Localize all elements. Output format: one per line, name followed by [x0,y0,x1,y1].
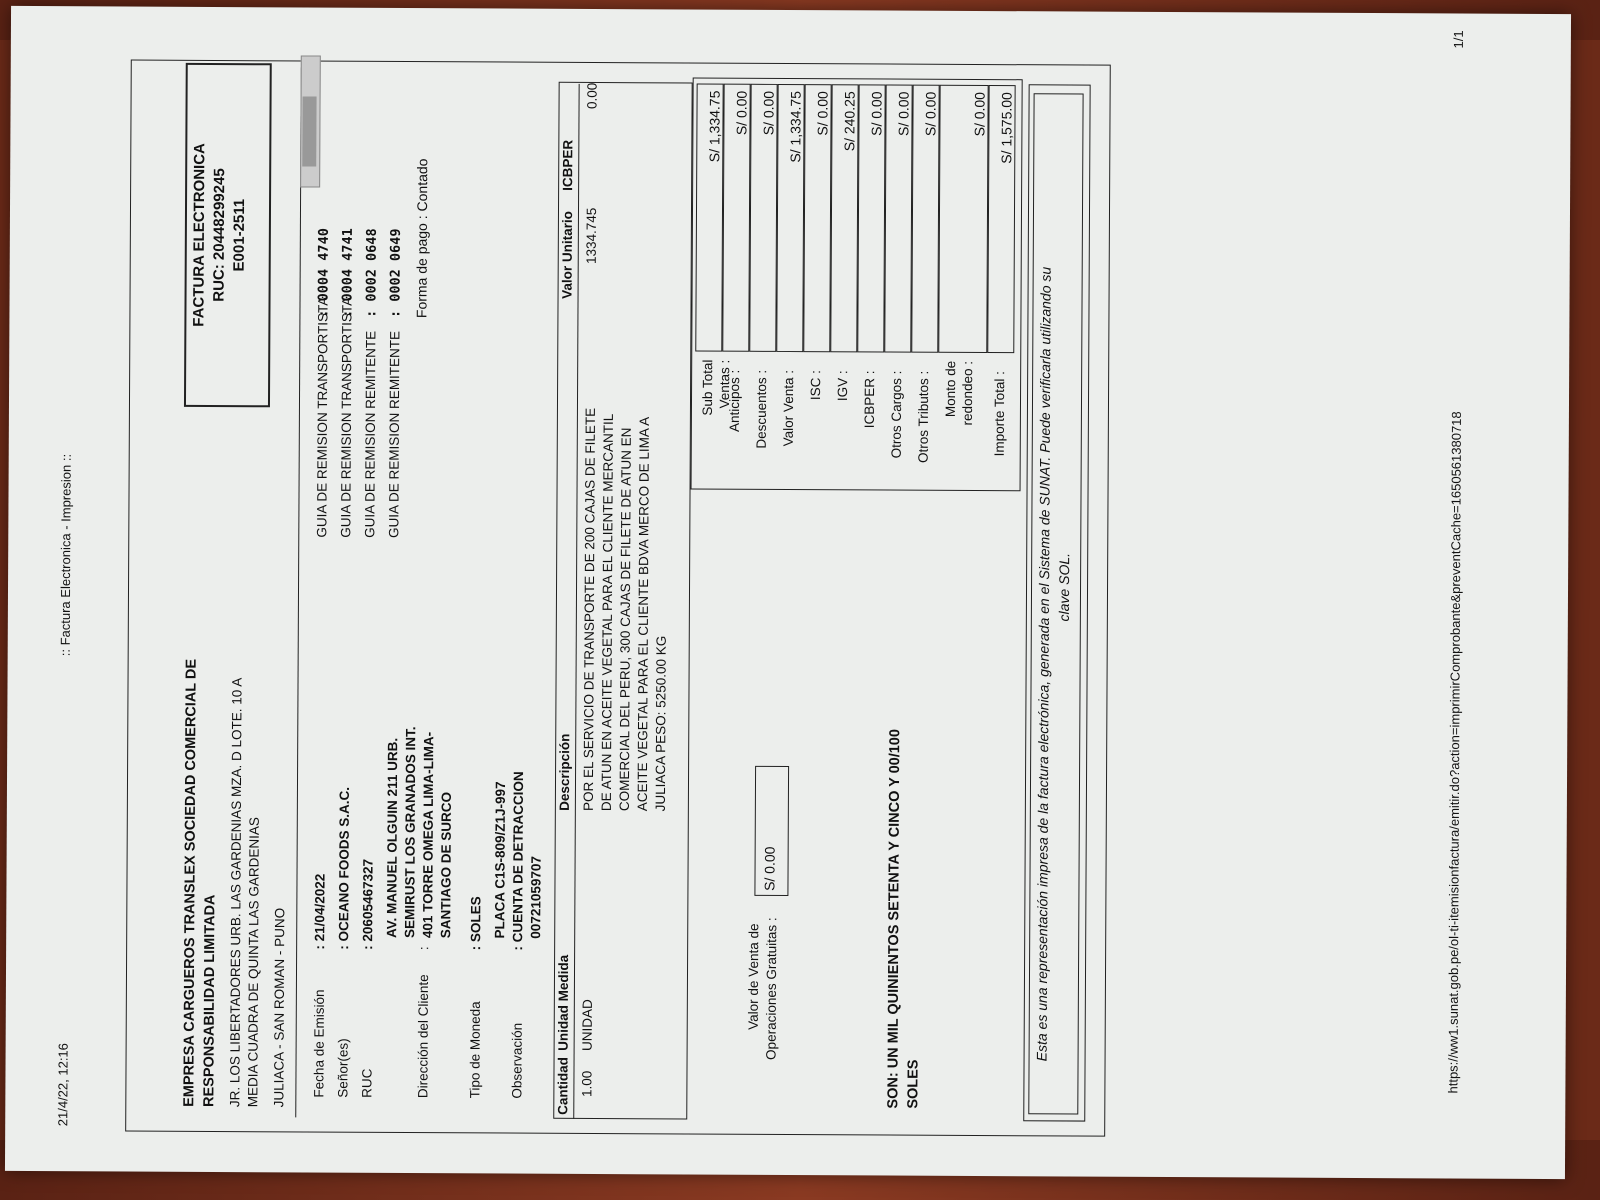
total-label-1: Sub Total Ventas : [699,359,733,416]
issuer-address-line1: JR. LOS LIBERTADORES URB. LAS GARDENIAS MZA. D LOTE. 10 A [227,677,245,1108]
item-valor-unitario: 1334.745 [583,207,600,265]
moneda-value: : SOLES [468,896,484,951]
observacion-line3: 00721059707 [528,856,544,939]
item-desc-line3: COMERCIAL DEL PERU, 300 CAJAS DE FILETE DE ATUN EN [616,427,634,812]
item-icbper: 0.00 [584,82,600,110]
print-window-title: :: Factura Electronica - Impresion :: [57,453,74,657]
footer-line2: clave SOL. [1055,552,1073,622]
col-descripcion: Descripción [556,733,573,811]
direccion-line1: AV. MANUEL OLGUIN 211 URB. [384,737,401,938]
total-label-7: ICBPER : [861,370,878,429]
son-line1: SON: UN MIL QUINIENTOS SETENTA Y CINCO Y 00/100 [885,729,904,1109]
total-value-7: S/ 0.00 [857,84,885,352]
guia-3-label: GUIA DE REMISION REMITENTE [362,330,379,538]
gratuitas-value: S/ 0.00 [754,766,789,896]
guia-1-value: : 0004 4740 [315,228,332,318]
fecha-value: : 21/04/2022 [312,873,328,950]
fecha-label: Fecha de Emisión [311,989,327,1098]
printed-paper [5,6,1571,1179]
total-value-2: S/ 0.00 [722,84,750,352]
total-value-5: S/ 0.00 [803,84,831,352]
guia-3-value: : 0002 0648 [363,228,380,318]
total-value-8: S/ 0.00 [884,85,912,353]
issuer-address-line2: MEDIA CUADRA DE QUINTA LAS GARDENIAS [245,817,262,1108]
son-line2: SOLES [905,1059,922,1109]
gratuitas-label-line1: Valor de Venta de [745,923,762,1030]
guia-2-label: GUIA DE REMISION TRANSPORTISTA [338,296,355,538]
item-desc-line5: JULIACA PESO: 5250.00 KG [652,635,669,812]
observacion-line2: : CUENTA DE DETRACCION [510,771,527,951]
invoice-page [5,6,1571,1184]
guia-2-value: : 0004 4741 [339,228,356,318]
senor-value: : OCEANO FOODS S.A.C. [336,786,352,950]
total-label-4: Valor Venta : [780,369,797,447]
item-unidad: UNIDAD [579,999,595,1051]
gratuitas-label-line2: Operaciones Gratuitas : [763,917,780,1060]
invoice-ruc: RUC: 20448299245 [210,168,229,302]
observacion-label: Observación [509,1022,525,1099]
col-valor-unitario: Valor Unitario [559,211,575,299]
ruc-label: RUC [359,1068,375,1098]
guia-4-label: GUIA DE REMISION REMITENTE [386,330,403,538]
total-value-10: S/ 0.00 [938,85,988,353]
total-value-3: S/ 0.00 [749,84,777,352]
print-url[interactable]: https://ww1.sunat.gob.pe/ol-ti-itemisionfactura/emitir.do?action=imprimirComprobante&preventCache=1650561380718 [1445,411,1464,1094]
total-label-10: Monto de redondeo : [942,360,976,426]
item-cantidad: 1.00 [579,1070,595,1097]
invoice-id-box [184,63,272,407]
total-label-8: Otros Cargos : [888,370,905,459]
total-value-4: S/ 1,334.75 [776,84,804,352]
total-value-1: S/ 1,334.75 [695,84,723,352]
col-icbper: ICBPER [560,139,576,191]
print-datetime: 21/4/22, 12:16 [55,1043,71,1127]
item-desc-line4: ACEITE VEGETAL PARA EL CLIENTE BDVA MERCO DE LIMA A [634,416,652,812]
direccion-line2: SEMIRUST LOS GRANADOS INT. [402,726,419,939]
direccion-colon: : [416,946,432,951]
direccion-label: Dirección del Cliente [415,974,431,1099]
invoice-type: FACTURA ELECTRONICA [190,143,209,327]
footer-line1: Esta es una representación impresa de la factura electrónica, generada en el Sistema de SUNAT. Puede verificarla utilizando su [1033,266,1054,1062]
print-page-count: 1/1 [1450,30,1466,49]
total-label-9: Otros Tributos : [915,370,932,464]
total-value-11: S/ 1,575.00 [987,85,1015,353]
issuer-name-line1: EMPRESA CARGUEROS TRANSLEX SOCIEDAD COMERCIAL DE [181,658,200,1107]
total-label-2: Anticipos : [726,369,743,433]
totals-table [5,6,11,1176]
col-unidad: Unidad Medida [555,954,572,1051]
item-desc-line1: POR EL SERVICIO DE TRANSPORTE DE 200 CAJAS DE FILETE [580,407,598,811]
moneda-label: Tipo de Moneda [467,1001,483,1099]
total-value-6: S/ 240.25 [830,84,858,352]
observacion-line1: PLACA C1S-809/Z1J-997 [492,781,509,939]
total-label-6: IGV : [835,370,851,402]
col-cantidad: Cantidad [555,1057,571,1115]
total-value-9: S/ 0.00 [911,85,939,353]
scrollbar-thumb[interactable] [302,96,316,166]
senor-label: Señor(es) [335,1038,351,1098]
item-desc-line2: DE ATUN EN ACEITE VEGETAL PARA EL CLIENTE MERCANTIL [598,413,616,812]
guia-1-label: GUIA DE REMISION TRANSPORTISTA [314,296,331,538]
guias-scrollbar[interactable] [300,55,321,187]
total-label-11: Importe Total : [991,371,1008,457]
totals-frame [691,77,1023,491]
direccion-line3: 401 TORRE OMEGA LIMA-LIMA- [420,731,437,939]
invoice-number: E001-2511 [230,198,249,272]
issuer-name-line2: RESPONSABILIDAD LIMITADA [201,894,219,1108]
direccion-line4: SANTIAGO DE SURCO [438,791,454,939]
guia-4-value: : 0002 0649 [387,228,404,318]
total-label-3: Descuentos : [753,369,770,449]
ruc-value: : 20605467327 [360,858,376,950]
issuer-address-line3: JULIACA - SAN ROMAN - PUNO [271,907,288,1108]
forma-pago: Forma de pago : Contado [413,158,431,319]
total-label-5: ISC : [808,370,824,401]
